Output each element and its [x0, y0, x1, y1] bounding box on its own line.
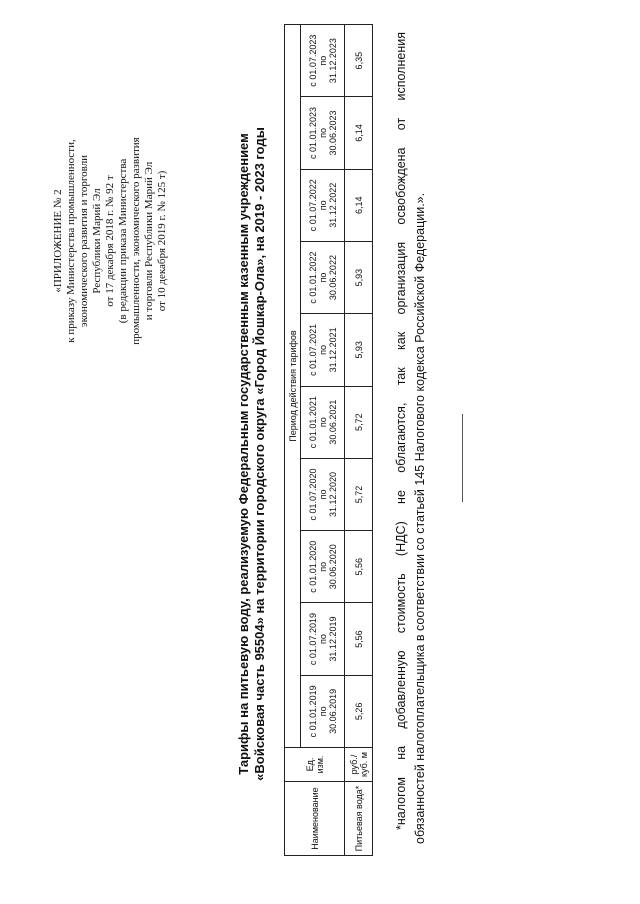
tariff-value: 6,14 [345, 169, 373, 241]
header-period: Период действия тарифов [285, 25, 301, 748]
row-unit: руб./ куб. м [345, 748, 373, 782]
appendix-line: Республики Марий Эл [91, 188, 103, 294]
appendix-line: «ПРИЛОЖЕНИЕ № 2 [52, 189, 64, 293]
period-cell: с 01.07.2020 по 31.12.2020 [301, 458, 345, 530]
tariff-value: 5,72 [345, 458, 373, 530]
period-cell: с 01.07.2022 по 31.12.2022 [301, 169, 345, 241]
period-cell: с 01.07.2023 по 31.12.2023 [301, 25, 345, 97]
header-name: Наименование [285, 782, 345, 856]
period-cell: с 01.07.2021 по 31.12.2021 [301, 314, 345, 386]
tariff-value: 6,35 [345, 25, 373, 97]
tariff-value: 6,14 [345, 97, 373, 169]
appendix-header [52, 116, 169, 366]
tariff-value: 5,72 [345, 386, 373, 458]
appendix-line: к приказу Министерства промышленности, [65, 139, 77, 343]
tariff-value: 5,26 [345, 675, 373, 747]
period-cell: с 01.07.2019 по 31.12.2019 [301, 603, 345, 675]
title-line-1: Тарифы на питьевую воду, реализуемую Федеральным государственным казенным учреждением [236, 133, 251, 775]
footnote [392, 32, 430, 844]
title-line-2: «Войсковая часть 95504» на территории городского округа «Город Йошкар-Ола», на 2019 - 2023 годы [252, 127, 267, 781]
table-row [345, 25, 373, 856]
appendix-line: от 10 декабря 2019 г. № 125 т) [156, 170, 168, 312]
period-cell: с 01.01.2020 по 30.06.2020 [301, 531, 345, 603]
period-cell: с 01.01.2021 по 30.06.2021 [301, 386, 345, 458]
tariff-value: 5,56 [345, 531, 373, 603]
footnote-line-2: обязанностей налогоплательщика в соответствии со статьей 145 Налогового кодекса Российской Федерации.». [413, 192, 427, 844]
footnote-line-1: *налогом на добавленную стоимость (НДС) не облагаются, так как организация освобождена от исполнения [394, 32, 408, 830]
period-cell: с 01.01.2022 по 30.06.2022 [301, 241, 345, 313]
tariff-table [284, 24, 373, 856]
divider-line [462, 414, 463, 502]
document-title [236, 24, 268, 884]
appendix-line: экономического развития и торговли [78, 154, 90, 328]
row-name: Питьевая вода* [345, 782, 373, 856]
header-unit: Ед. изм. [285, 748, 345, 782]
appendix-line: (в редакции приказа Министерства [117, 158, 129, 324]
tariff-value: 5,93 [345, 314, 373, 386]
appendix-line: и торговли Республики Марий Эл [143, 161, 155, 321]
appendix-line: промышленности, экономического развития [130, 137, 142, 345]
tariff-value: 5,93 [345, 241, 373, 313]
period-cell: с 01.01.2023 по 30.06.2023 [301, 97, 345, 169]
appendix-line: от 17 декабря 2018 г. № 92 т [104, 175, 116, 307]
period-cell: с 01.01.2019 по 30.06.2019 [301, 675, 345, 747]
tariff-value: 5,56 [345, 603, 373, 675]
